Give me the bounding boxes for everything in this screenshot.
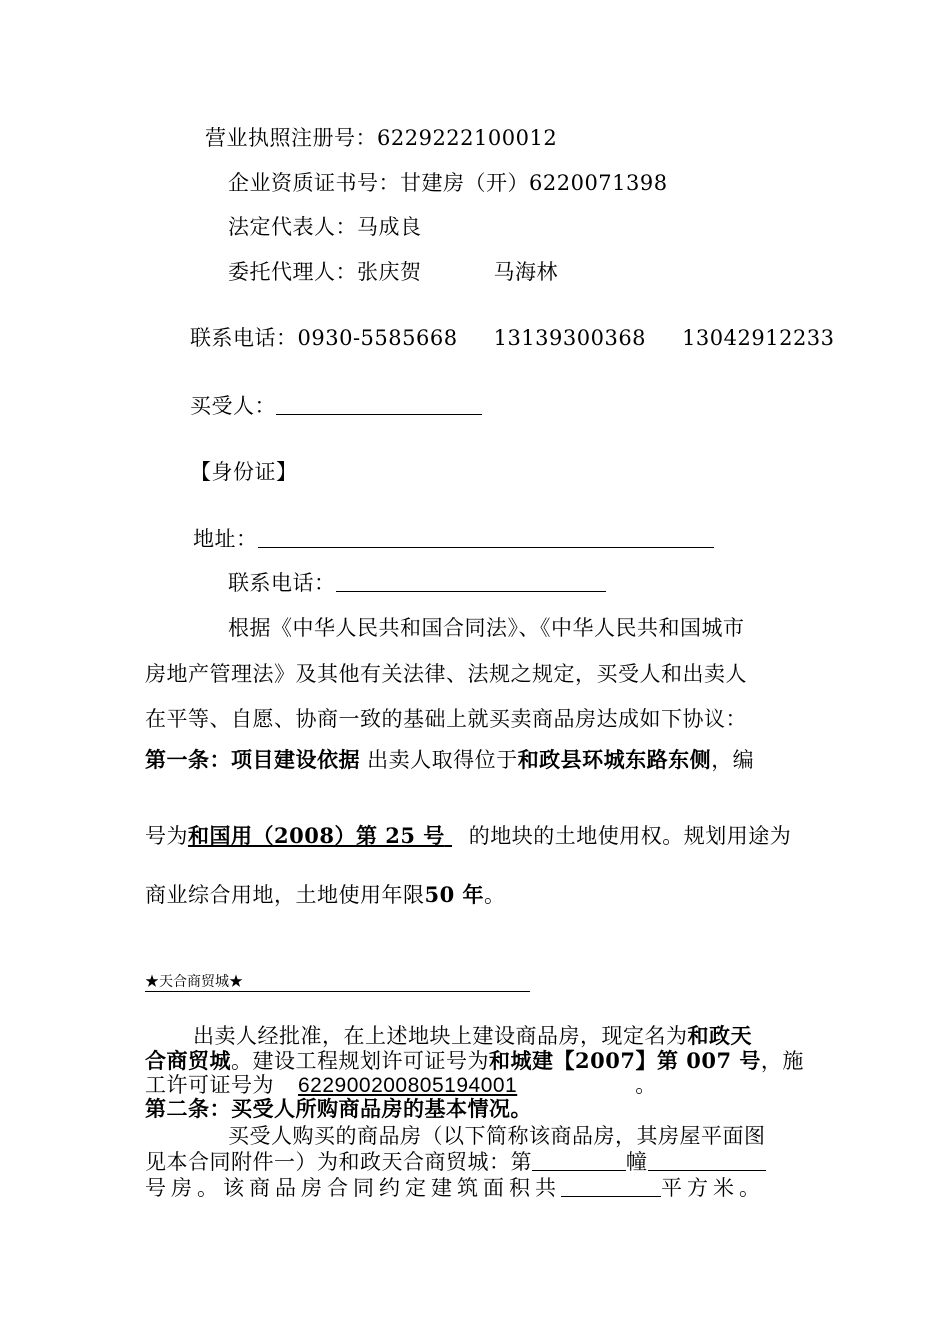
approval-text-2: 。建设工程规划许可证号为 xyxy=(231,1049,489,1073)
seller-phone-3: 13042912233 xyxy=(682,326,835,350)
intro-line-3 xyxy=(145,705,747,733)
buyer-phone-line xyxy=(228,569,606,597)
agent-label: 委托代理人： xyxy=(228,260,357,284)
approval-line-3 xyxy=(145,1073,657,1098)
article2-text-3b: 平方米。 xyxy=(661,1176,765,1200)
article1-text-5: 商业综合用地，土地使用年限 xyxy=(145,883,425,907)
intro-line-2 xyxy=(145,660,747,688)
qualification-line xyxy=(228,169,668,197)
article2-heading-line xyxy=(145,1097,532,1121)
article1-line-2 xyxy=(145,822,791,850)
approval-text-5: 。 xyxy=(635,1073,657,1097)
intro-text-2: 房地产管理法》及其他有关法律、法规之规定，买受人和出卖人 xyxy=(145,662,747,686)
buyer-address-line xyxy=(193,525,714,553)
article1-text-1: 出卖人取得位于 xyxy=(360,748,518,772)
seller-phone-1: 0930-5585668 xyxy=(297,326,458,350)
license-label: 营业执照注册号： xyxy=(205,126,377,150)
article2-text-2b: 幢 xyxy=(626,1150,648,1174)
construction-permit-number xyxy=(274,1074,635,1097)
article1-text-6: 。 xyxy=(484,883,506,907)
buyer-id-line xyxy=(190,458,298,486)
license-number: 6229222100012 xyxy=(377,126,558,150)
approval-text-1: 出卖人经批准，在上述地块上建设商品房，现定名为 xyxy=(193,1024,688,1048)
buyer-address-blank[interactable] xyxy=(258,533,714,548)
land-certificate-number: 和国用（2008）第 25 号 xyxy=(188,823,445,848)
article1-text-3: 号为 xyxy=(145,824,188,848)
buyer-label: 买受人： xyxy=(190,394,276,418)
buyer-address-label: 地址： xyxy=(193,527,258,551)
building-number-blank[interactable] xyxy=(532,1156,626,1171)
agent-name-2: 马海林 xyxy=(493,260,558,284)
article2-line-2 xyxy=(145,1150,766,1174)
legal-rep-line xyxy=(228,213,422,241)
article1-heading: 第一条：项目建设依据 xyxy=(145,747,360,772)
unit-number-blank[interactable] xyxy=(648,1156,766,1171)
footnote: ★天合商贸城★ xyxy=(145,974,243,990)
land-number-underline-pad xyxy=(445,822,469,850)
article2-text-3a: 号房。该商品房合同约定建筑面积共 xyxy=(145,1176,561,1200)
area-blank[interactable] xyxy=(561,1182,661,1197)
seller-phone-label: 联系电话： xyxy=(190,326,298,350)
article1-line-1 xyxy=(145,746,754,774)
intro-text-1: 根据《中华人民共和国合同法》、《中华人民共和国城市 xyxy=(228,616,745,640)
article1-line-3 xyxy=(145,881,506,909)
license-line xyxy=(205,124,557,152)
article2-line-1 xyxy=(228,1124,766,1148)
buyer-phone-label: 联系电话： xyxy=(228,571,336,595)
agent-line xyxy=(228,258,558,286)
intro-text-3: 在平等、自愿、协商一致的基础上就买卖商品房达成如下协议： xyxy=(145,707,747,731)
planning-permit-number: 和城建【2007】第 007 号 xyxy=(489,1048,761,1073)
article2-text-2a: 见本合同附件一）为和政天合商贸城：第 xyxy=(145,1150,532,1174)
project-location: 和政县环城东路东侧 xyxy=(517,747,712,772)
article2-text-1: 买受人购买的商品房（以下简称该商品房，其房屋平面图 xyxy=(228,1124,766,1148)
buyer-name-blank[interactable] xyxy=(276,400,482,415)
approval-text-4: 工许可证号为 xyxy=(145,1073,274,1097)
agent-name-1: 张庆贺 xyxy=(357,260,422,284)
approval-text-3: ，施 xyxy=(760,1049,804,1073)
buyer-phone-blank[interactable] xyxy=(336,577,606,592)
construction-permit-value: 622900200805194001 xyxy=(298,1074,518,1097)
project-name-part-2: 合商贸城 xyxy=(145,1048,231,1073)
qualification-label: 企业资质证书号： xyxy=(228,171,400,195)
article2-heading: 第二条：买受人所购商品房的基本情况。 xyxy=(145,1096,532,1121)
seller-phone-2: 13139300368 xyxy=(493,326,647,350)
buyer-id-label: 【身份证】 xyxy=(190,460,298,484)
article1-text-2: ，编 xyxy=(711,748,755,772)
intro-line-1 xyxy=(228,614,745,642)
legal-rep-label: 法定代表人： xyxy=(228,215,357,239)
land-use-years: 50 年 xyxy=(424,882,485,907)
approval-line-2 xyxy=(145,1049,804,1073)
footnote-rule xyxy=(145,991,530,992)
project-name-part-1: 和政天 xyxy=(687,1023,752,1048)
qualification-number: 甘建房（开）6220071398 xyxy=(400,171,668,195)
article2-line-3 xyxy=(145,1176,765,1200)
article1-text-4: 的地块的土地使用权。规划用途为 xyxy=(468,824,792,848)
buyer-line xyxy=(190,392,482,420)
approval-line-1 xyxy=(193,1024,752,1048)
legal-rep-name: 马成良 xyxy=(357,215,422,239)
seller-phone-line xyxy=(190,324,835,352)
